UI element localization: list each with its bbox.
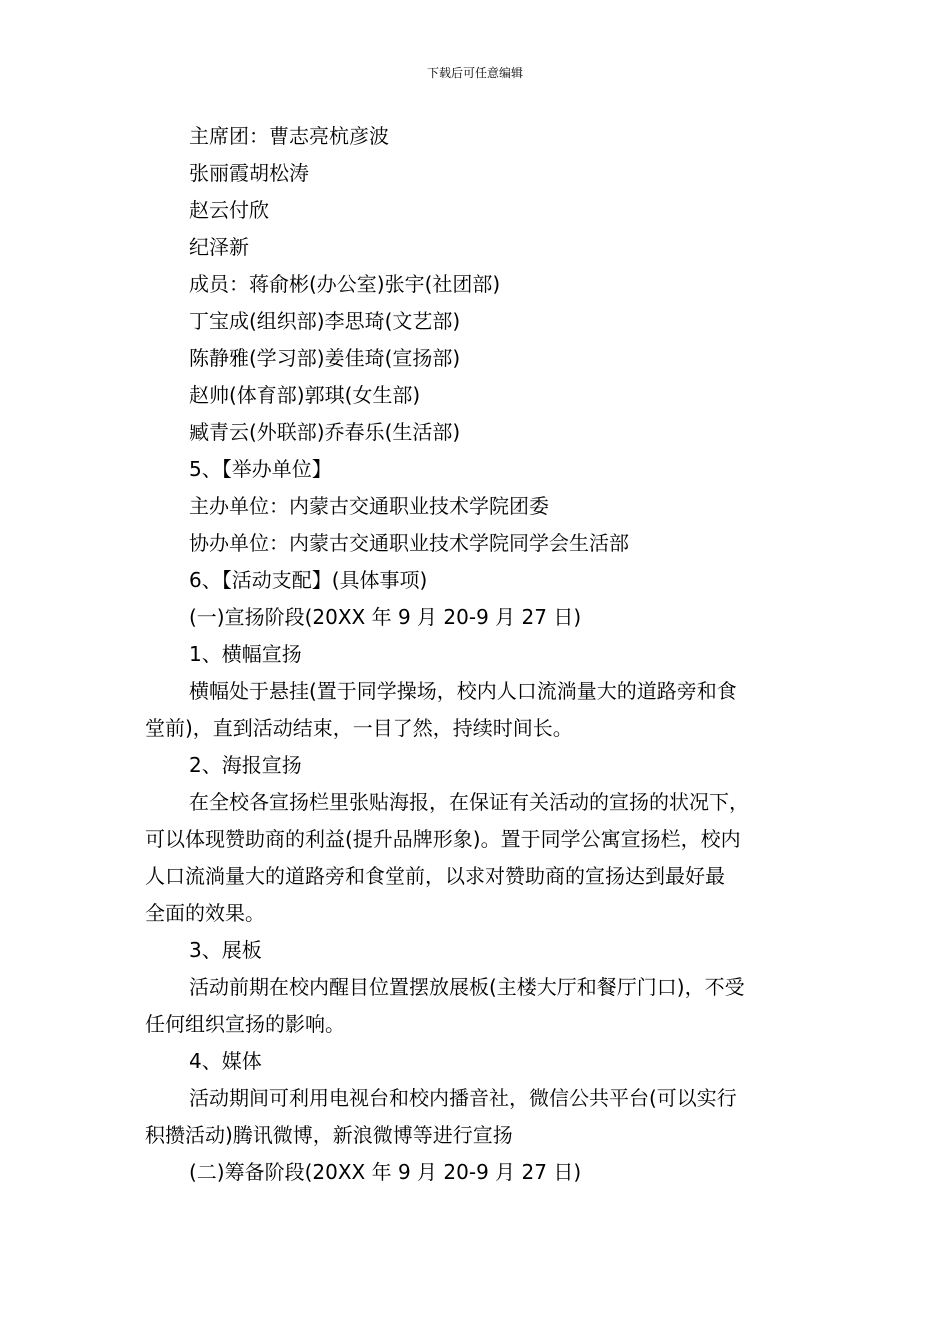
paragraph-line: 活动前期在校内醒目位置摆放展板(主楼大厅和餐厅门口)，不受: [189, 975, 745, 999]
text-line: 丁宝成(组织部)李思琦(文艺部): [189, 309, 461, 333]
section-heading: 6、【活动支配】(具体事项): [189, 568, 428, 592]
paragraph-line: 任何组织宣扬的影响。: [145, 1012, 345, 1036]
paragraph-line: 人口流淌量大的道路旁和食堂前，以求对赞助商的宣扬达到最好最: [145, 864, 725, 888]
paragraph-line: 活动期间可利用电视台和校内播音社，微信公共平台(可以实行: [189, 1086, 737, 1110]
subsection-heading: (二)筹备阶段(20XX 年 9 月 20-9 月 27 日): [189, 1160, 582, 1184]
text-line: 张丽霞胡松涛: [189, 161, 309, 185]
paragraph-line: 全面的效果。: [145, 901, 265, 925]
paragraph-line: 堂前)，直到活动结束，一目了然，持续时间长。: [145, 716, 573, 740]
text-line: 主席团：曹志亮杭彦波: [189, 124, 389, 148]
text-line: 主办单位：内蒙古交通职业技术学院团委: [189, 494, 549, 518]
item-heading: 1、横幅宣扬: [189, 642, 302, 666]
document-body: [145, 118, 807, 1191]
paragraph-line: 在全校各宣扬栏里张贴海报，在保证有关活动的宣扬的状况下，: [189, 790, 749, 814]
item-heading: 4、媒体: [189, 1049, 262, 1073]
text-line: 臧青云(外联部)乔春乐(生活部): [189, 420, 461, 444]
paragraph-line: 积攒活动)腾讯微博，新浪微博等进行宣扬: [145, 1123, 513, 1147]
text-line: 成员：蒋俞彬(办公室)张宇(社团部): [189, 272, 501, 296]
item-heading: 3、展板: [189, 938, 262, 962]
text-line: 赵云付欣: [189, 198, 269, 222]
paragraph-line: 横幅处于悬挂(置于同学操场，校内人口流淌量大的道路旁和食: [189, 679, 737, 703]
subsection-heading: (一)宣扬阶段(20XX 年 9 月 20-9 月 27 日): [189, 605, 582, 629]
text-line: 纪泽新: [189, 235, 249, 259]
section-heading: 5、【举办单位】: [189, 457, 332, 481]
text-line: 协办单位：内蒙古交通职业技术学院同学会生活部: [189, 531, 629, 555]
text-line: 赵帅(体育部)郭琪(女生部): [189, 383, 421, 407]
text-line: 陈静雅(学习部)姜佳琦(宣扬部): [189, 346, 461, 370]
page-header: 下载后可任意编辑: [426, 66, 523, 80]
paragraph-line: 可以体现赞助商的利益(提升品牌形象)。置于同学公寓宣扬栏，校内: [145, 827, 741, 851]
item-heading: 2、海报宣扬: [189, 753, 302, 777]
